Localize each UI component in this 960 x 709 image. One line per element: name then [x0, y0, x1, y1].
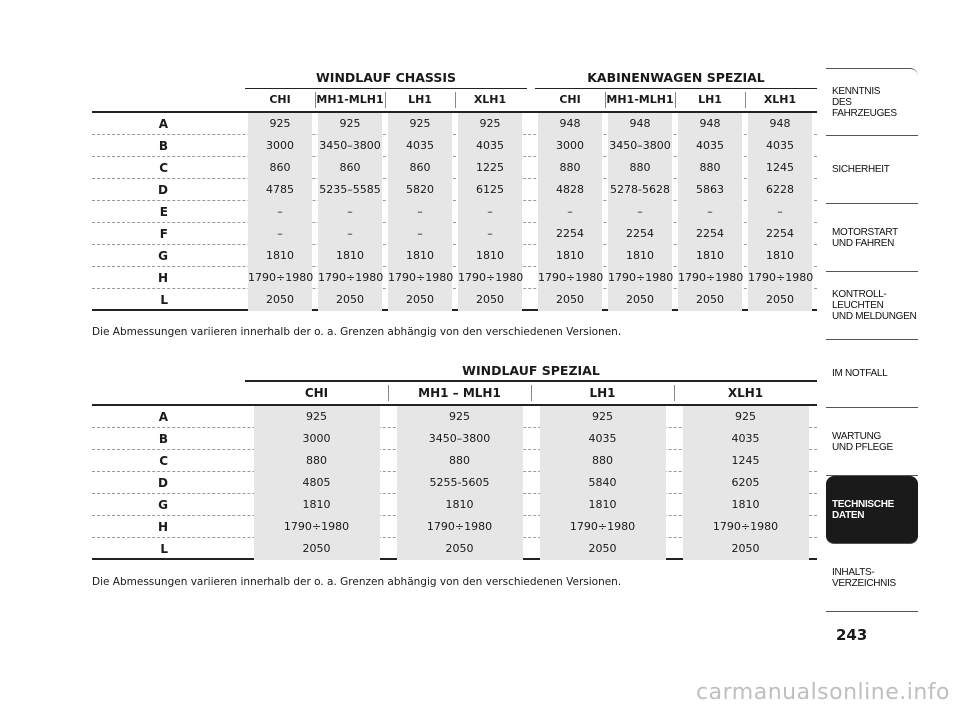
table-cell: 3000 — [538, 135, 602, 157]
table-cell: 5278-5628 — [608, 179, 672, 201]
table-cell: – — [388, 201, 452, 223]
table-cell: – — [678, 201, 742, 223]
table2-col-header: LH1 — [589, 386, 616, 400]
table-cell: 860 — [248, 157, 312, 179]
cell-value: 925 — [683, 406, 809, 428]
table1-col-header: XLH1 — [763, 93, 797, 106]
table-row — [92, 289, 817, 311]
table-cell: 6228 — [748, 179, 812, 201]
table-cell: 2254 — [608, 223, 672, 245]
chapter-tab[interactable] — [826, 408, 918, 476]
table-cell: 4035 — [678, 135, 742, 157]
table-cell: 3000 — [248, 135, 312, 157]
table-cell: 5235–5585 — [318, 179, 382, 201]
table-cell: 4035 — [458, 135, 522, 157]
table-cell: 1810 — [748, 245, 812, 267]
table-cell: – — [538, 201, 602, 223]
table-cell — [531, 428, 674, 450]
table2-col-header: CHI — [304, 386, 329, 400]
chapter-tab[interactable] — [826, 68, 918, 136]
row-label: H — [157, 520, 168, 534]
table-cell: 2050 — [608, 289, 672, 311]
table-cell — [531, 406, 674, 428]
table1-col-header: CHI — [269, 93, 291, 106]
cell-value: 4805 — [254, 472, 380, 494]
table-row — [92, 267, 817, 289]
table-cell: – — [248, 201, 312, 223]
cell-value: 1790÷1980 — [397, 516, 523, 538]
table2-col-header: MH1 – MLH1 — [418, 386, 501, 400]
table-cell — [531, 494, 674, 516]
table-row — [92, 157, 817, 179]
table-row — [92, 538, 817, 560]
table-cell — [245, 538, 388, 560]
chapter-tab[interactable] — [826, 204, 918, 272]
chapter-tab-label: IM NOTFALL — [832, 368, 888, 379]
cell-value: 4035 — [683, 428, 809, 450]
cell-value: 4035 — [540, 428, 666, 450]
table-cell: 3450–3800 — [318, 135, 382, 157]
table1-col-header: LH1 — [698, 93, 722, 106]
column-divider — [745, 92, 746, 108]
cell-value: 925 — [254, 406, 380, 428]
cell-value: 2050 — [254, 538, 380, 560]
table-cell: – — [318, 223, 382, 245]
cell-value: 1245 — [683, 450, 809, 472]
table-cell — [674, 428, 817, 450]
table-row — [92, 135, 817, 157]
table-cell: – — [248, 223, 312, 245]
row-label: H — [157, 271, 168, 285]
table-cell: 1790÷1980 — [388, 267, 452, 289]
table2-footnote: Die Abmessungen variieren innerhalb der o. a. Grenzen abhängig von den verschiedenen Versionen. — [92, 576, 622, 588]
group-header-windlauf-spezial: WINDLAUF SPEZIAL — [245, 362, 817, 382]
cell-value: 6205 — [683, 472, 809, 494]
table-row — [92, 516, 817, 538]
table-cell: 948 — [538, 113, 602, 135]
chapter-tab[interactable] — [826, 476, 918, 544]
column-divider — [531, 385, 532, 401]
table1-col-header: XLH1 — [473, 93, 507, 106]
table-cell — [674, 406, 817, 428]
table-cell: 2050 — [458, 289, 522, 311]
table-cell — [674, 450, 817, 472]
table-row — [92, 113, 817, 135]
table-cell — [388, 516, 531, 538]
cell-value: 1810 — [397, 494, 523, 516]
table-cell — [245, 472, 388, 494]
column-divider — [385, 92, 386, 108]
chapter-tab-label: TECHNISCHE DATEN — [832, 498, 895, 521]
table-cell — [674, 472, 817, 494]
table-cell: 2050 — [248, 289, 312, 311]
table-cell: 1810 — [458, 245, 522, 267]
table-cell: 5820 — [388, 179, 452, 201]
table-cell: 2050 — [538, 289, 602, 311]
row-label: E — [159, 205, 168, 219]
dimensions-table-1 — [92, 68, 817, 311]
table-cell — [531, 472, 674, 494]
dimensions-table-2 — [92, 362, 817, 560]
table-cell — [245, 406, 388, 428]
cell-value: 3450–3800 — [397, 428, 523, 450]
table-cell — [674, 538, 817, 560]
column-divider — [605, 92, 606, 108]
table-cell: 1790÷1980 — [748, 267, 812, 289]
chapter-tab-label: KENNTNIS DES FAHRZEUGES — [832, 85, 897, 119]
table-cell: 1245 — [748, 157, 812, 179]
table-cell: 2050 — [388, 289, 452, 311]
table-cell: 1810 — [538, 245, 602, 267]
table-cell: 925 — [318, 113, 382, 135]
table1-column-header-row — [92, 89, 817, 113]
row-label: D — [158, 183, 168, 197]
table-cell: 1810 — [248, 245, 312, 267]
cell-value: 5255-5605 — [397, 472, 523, 494]
table1-col-header: MH1-MLH1 — [316, 93, 384, 106]
table-cell: 1790÷1980 — [248, 267, 312, 289]
table-cell: 2050 — [318, 289, 382, 311]
table-row — [92, 406, 817, 428]
cell-value: 2050 — [683, 538, 809, 560]
cell-value: 925 — [540, 406, 666, 428]
table-cell: 1810 — [608, 245, 672, 267]
cell-value: 2050 — [540, 538, 666, 560]
chapter-tab-label: WARTUNG UND PFLEGE — [832, 430, 893, 453]
cell-value: 1810 — [540, 494, 666, 516]
column-divider — [674, 385, 675, 401]
row-label: B — [158, 432, 168, 446]
table-row — [92, 179, 817, 201]
table1-col-header: MH1-MLH1 — [606, 93, 674, 106]
table-cell: 860 — [388, 157, 452, 179]
chapter-tab-label: MOTORSTART UND FAHREN — [832, 226, 898, 249]
table-cell: 1790÷1980 — [458, 267, 522, 289]
cell-value: 880 — [254, 450, 380, 472]
row-label: L — [160, 293, 168, 307]
chapter-tab[interactable] — [826, 544, 918, 612]
cell-value: 1810 — [683, 494, 809, 516]
table-cell: 880 — [608, 157, 672, 179]
table-cell: 948 — [748, 113, 812, 135]
table-cell — [388, 472, 531, 494]
table2-body — [92, 406, 817, 560]
table-row — [92, 245, 817, 267]
table-cell: 2050 — [748, 289, 812, 311]
row-label: A — [158, 410, 168, 424]
table-cell: – — [608, 201, 672, 223]
table-cell: 1225 — [458, 157, 522, 179]
table-cell — [245, 494, 388, 516]
table-cell: 4035 — [388, 135, 452, 157]
table-cell — [531, 538, 674, 560]
watermark: carmanualsonline.info — [696, 680, 950, 705]
table-cell: 3450–3800 — [608, 135, 672, 157]
table-cell: 2254 — [678, 223, 742, 245]
row-label: F — [159, 227, 168, 241]
table1-group-header-row — [92, 68, 817, 89]
table-cell: 6125 — [458, 179, 522, 201]
table2-column-header-row — [92, 382, 817, 406]
cell-value: 880 — [540, 450, 666, 472]
table-row — [92, 428, 817, 450]
table-cell: – — [458, 223, 522, 245]
table-cell: 925 — [388, 113, 452, 135]
table-row — [92, 450, 817, 472]
chapter-tab-label: KONTROLL- LEUCHTEN UND MELDUNGEN — [832, 289, 917, 322]
table-cell: 860 — [318, 157, 382, 179]
column-divider — [675, 92, 676, 108]
table-cell: 1790÷1980 — [608, 267, 672, 289]
table-cell — [388, 450, 531, 472]
page-number: 243 — [836, 626, 868, 644]
row-label: G — [158, 498, 168, 512]
group-header-windlauf-chassis: WINDLAUF CHASSIS — [245, 68, 527, 89]
cell-value: 3000 — [254, 428, 380, 450]
table-cell — [388, 538, 531, 560]
table-cell: 925 — [458, 113, 522, 135]
table1-footnote: Die Abmessungen variieren innerhalb der o. a. Grenzen abhängig von den verschiedenen Versionen. — [92, 326, 622, 338]
table-cell: 4785 — [248, 179, 312, 201]
table-cell: 1810 — [318, 245, 382, 267]
table-cell: 948 — [678, 113, 742, 135]
row-label: C — [159, 161, 168, 175]
table-cell: 2254 — [538, 223, 602, 245]
row-label: A — [158, 117, 168, 131]
table1-col-header: LH1 — [408, 93, 432, 106]
table-cell — [245, 428, 388, 450]
table-cell: 948 — [608, 113, 672, 135]
table-row — [92, 472, 817, 494]
cell-value: 1790÷1980 — [254, 516, 380, 538]
table1-body — [92, 113, 817, 311]
cell-value: 925 — [397, 406, 523, 428]
row-label: B — [158, 139, 168, 153]
cell-value: 2050 — [397, 538, 523, 560]
table-row — [92, 223, 817, 245]
chapter-tab-label: INHALTS- VERZEICHNIS — [832, 566, 896, 589]
table-cell: 1790÷1980 — [318, 267, 382, 289]
table-cell: – — [388, 223, 452, 245]
table-cell — [388, 428, 531, 450]
table-cell: 1810 — [678, 245, 742, 267]
group-header-kabinenwagen-spezial: KABINENWAGEN SPEZIAL — [535, 68, 817, 89]
table-cell: 5863 — [678, 179, 742, 201]
table-cell: – — [748, 201, 812, 223]
table-cell: 2254 — [748, 223, 812, 245]
table-cell: 880 — [678, 157, 742, 179]
table-cell — [531, 450, 674, 472]
column-divider — [315, 92, 316, 108]
column-divider — [388, 385, 389, 401]
chapter-tab[interactable] — [826, 136, 918, 204]
table-cell — [245, 516, 388, 538]
row-label: G — [158, 249, 168, 263]
table-cell — [388, 406, 531, 428]
table-cell: 880 — [538, 157, 602, 179]
cell-value: 1810 — [254, 494, 380, 516]
table-row — [92, 494, 817, 516]
cell-value: 5840 — [540, 472, 666, 494]
chapter-tabs — [826, 68, 918, 612]
table-cell: 925 — [248, 113, 312, 135]
table-cell — [245, 450, 388, 472]
table-cell — [674, 516, 817, 538]
table2-col-header: XLH1 — [727, 386, 764, 400]
row-label: C — [159, 454, 168, 468]
table-cell: – — [318, 201, 382, 223]
table-cell: 1790÷1980 — [538, 267, 602, 289]
table-cell: – — [458, 201, 522, 223]
table-cell: 4828 — [538, 179, 602, 201]
table-row — [92, 201, 817, 223]
row-label: L — [160, 542, 168, 556]
table-cell: 1810 — [388, 245, 452, 267]
table-cell: 1790÷1980 — [678, 267, 742, 289]
cell-value: 1790÷1980 — [683, 516, 809, 538]
cell-value: 1790÷1980 — [540, 516, 666, 538]
table-cell: 2050 — [678, 289, 742, 311]
table-cell — [531, 516, 674, 538]
chapter-tab[interactable] — [826, 340, 918, 408]
cell-value: 880 — [397, 450, 523, 472]
row-label: D — [158, 476, 168, 490]
table-cell — [388, 494, 531, 516]
chapter-tab-label: SICHERHEIT — [832, 164, 890, 175]
table1-col-header: CHI — [559, 93, 581, 106]
table-cell: 4035 — [748, 135, 812, 157]
chapter-tab[interactable] — [826, 272, 918, 340]
table-cell — [674, 494, 817, 516]
column-divider — [455, 92, 456, 108]
